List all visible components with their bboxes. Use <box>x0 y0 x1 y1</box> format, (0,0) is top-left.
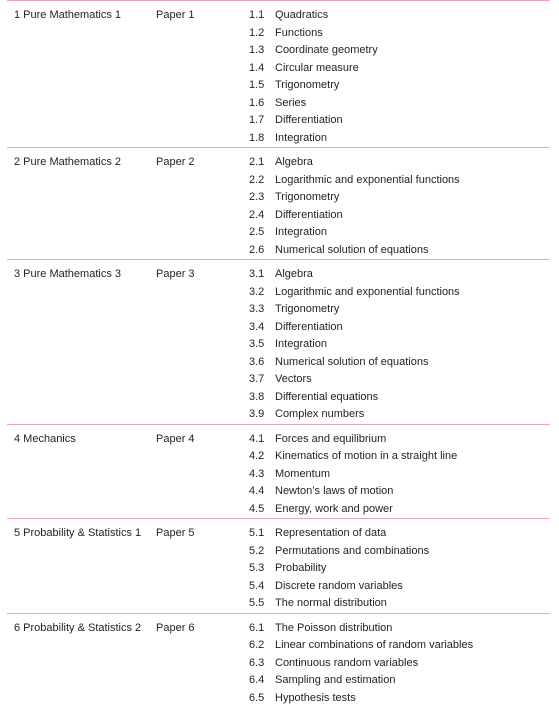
component-section <box>7 519 550 614</box>
topic-name: Algebra <box>275 156 313 168</box>
topic-number: 2.4 <box>249 208 265 221</box>
topic-item <box>249 620 550 638</box>
topic-item <box>249 637 550 655</box>
topic-number: 1.3 <box>249 44 265 56</box>
topic-number: 4.1 <box>249 432 265 445</box>
topic-number: 1.5 <box>249 79 265 91</box>
topic-item <box>249 42 550 60</box>
topic-item <box>249 242 550 260</box>
topic-item <box>249 7 550 25</box>
topic-item <box>249 301 550 319</box>
topic-item <box>249 189 550 207</box>
topic-item <box>249 77 550 95</box>
topic-number: 1.1 <box>249 9 265 21</box>
topic-name: Sampling and estimation <box>275 674 396 686</box>
topic-number: 1.7 <box>249 114 265 126</box>
topic-number: 2.3 <box>249 191 265 203</box>
topic-number: 3.5 <box>249 338 265 350</box>
topic-number: 3.1 <box>249 268 265 280</box>
topic-item <box>249 525 550 543</box>
topic-name: Differentiation <box>275 320 343 333</box>
topic-name: Permutations and combinations <box>275 544 430 557</box>
topic-item <box>249 543 550 561</box>
topic-name: Kinematics of motion in a straight line <box>275 450 458 462</box>
topic-item <box>249 560 550 578</box>
component-name: 1 Pure Mathematics 1 <box>14 9 121 21</box>
topic-item <box>249 655 550 673</box>
topic-item <box>249 207 550 225</box>
topic-number: 3.3 <box>249 303 265 315</box>
topic-number: 1.2 <box>249 26 265 39</box>
topic-number: 6.1 <box>249 621 265 634</box>
component-name: 2 Pure Mathematics 2 <box>14 156 121 168</box>
topic-number: 3.8 <box>249 390 265 403</box>
topic-number: 5.5 <box>249 597 265 609</box>
topic-name: Integration <box>275 338 327 350</box>
topic-list <box>242 431 550 519</box>
topic-name: Continuous random variables <box>275 656 419 669</box>
topic-name: Differential equations <box>275 390 379 403</box>
topic-name: Trigonometry <box>275 191 340 203</box>
sections-container <box>7 1 550 707</box>
topic-name: Numerical solution of equations <box>275 355 429 368</box>
topic-name: Linear combinations of random variables <box>275 639 474 651</box>
topic-number: 5.2 <box>249 544 265 557</box>
topic-item <box>249 483 550 501</box>
topic-item <box>249 389 550 407</box>
topic-name: Integration <box>275 131 327 144</box>
topic-number: 4.3 <box>249 467 265 480</box>
component-name: 4 Mechanics <box>14 432 76 445</box>
topic-number: 3.2 <box>249 285 265 298</box>
topic-item <box>249 354 550 372</box>
topic-name: Discrete random variables <box>275 579 403 592</box>
topic-name: Energy, work and power <box>275 502 393 515</box>
topic-name: Complex numbers <box>275 408 365 420</box>
topic-name: Hypothesis tests <box>275 691 356 704</box>
topic-item <box>249 60 550 78</box>
topic-item <box>249 371 550 389</box>
topic-name: Quadratics <box>275 9 329 21</box>
topic-list <box>242 525 550 613</box>
topic-item <box>249 284 550 302</box>
topic-number: 2.6 <box>249 243 265 256</box>
topic-name: Integration <box>275 226 327 238</box>
paper-label: Paper 5 <box>156 527 195 539</box>
topic-name: Trigonometry <box>275 79 340 91</box>
topic-number: 1.6 <box>249 96 265 109</box>
topic-name: The Poisson distribution <box>275 621 393 634</box>
topic-number: 1.8 <box>249 131 265 144</box>
topic-number: 2.5 <box>249 226 265 238</box>
topic-item <box>249 595 550 613</box>
topic-name: Vectors <box>275 373 312 385</box>
topic-number: 6.4 <box>249 674 265 686</box>
component-section <box>7 1 550 148</box>
topic-item <box>249 95 550 113</box>
topic-item <box>249 319 550 337</box>
topic-name: Trigonometry <box>275 303 340 315</box>
topic-list <box>242 154 550 259</box>
topic-item <box>249 466 550 484</box>
topic-item <box>249 266 550 284</box>
topic-name: Functions <box>275 26 323 39</box>
topic-item <box>249 224 550 242</box>
topic-item <box>249 112 550 130</box>
topic-number: 6.5 <box>249 691 265 704</box>
topic-number: 2.1 <box>249 156 265 168</box>
topic-name: Coordinate geometry <box>275 44 378 56</box>
paper-label: Paper 6 <box>156 621 195 634</box>
topic-number: 3.7 <box>249 373 265 385</box>
topic-item <box>249 690 550 708</box>
component-section <box>7 260 550 425</box>
topic-item <box>249 672 550 690</box>
topic-name: Logarithmic and exponential functions <box>275 285 460 298</box>
topic-number: 2.2 <box>249 173 265 186</box>
paper-label: Paper 2 <box>156 156 195 168</box>
topic-name: Probability <box>275 562 327 574</box>
component-section <box>7 148 550 260</box>
topic-item <box>249 154 550 172</box>
topic-name: Numerical solution of equations <box>275 243 429 256</box>
topic-name: Momentum <box>275 467 331 480</box>
topic-name: Series <box>275 96 307 109</box>
topic-name: Algebra <box>275 268 313 280</box>
topic-list <box>242 620 550 708</box>
topic-item <box>249 172 550 190</box>
topic-name: The normal distribution <box>275 597 387 609</box>
topic-item <box>249 431 550 449</box>
paper-label: Paper 4 <box>156 432 195 445</box>
topic-item <box>249 25 550 43</box>
component-name: 6 Probability & Statistics 2 <box>14 621 142 634</box>
topic-item <box>249 448 550 466</box>
topic-number: 3.4 <box>249 320 265 333</box>
topic-item <box>249 578 550 596</box>
topic-item <box>249 501 550 519</box>
topic-name: Circular measure <box>275 61 359 74</box>
topic-number: 1.4 <box>249 61 265 74</box>
topic-list <box>242 7 550 147</box>
topic-number: 5.1 <box>249 527 265 539</box>
topic-number: 4.5 <box>249 502 265 515</box>
topic-name: Differentiation <box>275 114 343 126</box>
component-section <box>7 614 550 708</box>
topic-name: Differentiation <box>275 208 343 221</box>
topic-name: Logarithmic and exponential functions <box>275 173 460 186</box>
paper-label: Paper 3 <box>156 268 195 280</box>
topic-item <box>249 130 550 148</box>
topic-number: 6.3 <box>249 656 265 669</box>
topic-number: 5.3 <box>249 562 265 574</box>
component-name: 3 Pure Mathematics 3 <box>14 268 121 280</box>
topic-number: 4.2 <box>249 450 265 462</box>
topic-item <box>249 406 550 424</box>
topic-number: 3.6 <box>249 355 265 368</box>
topic-name: Forces and equilibrium <box>275 432 387 445</box>
topic-number: 3.9 <box>249 408 265 420</box>
topic-number: 5.4 <box>249 579 265 592</box>
topic-name: Newton’s laws of motion <box>275 485 394 497</box>
topic-number: 4.4 <box>249 485 265 497</box>
component-name: 5 Probability & Statistics 1 <box>14 527 142 539</box>
syllabus-content-table <box>7 0 550 707</box>
topic-list <box>242 266 550 424</box>
topic-item <box>249 336 550 354</box>
topic-name: Representation of data <box>275 527 387 539</box>
component-section <box>7 425 550 520</box>
topic-number: 6.2 <box>249 639 265 651</box>
paper-label: Paper 1 <box>156 9 195 21</box>
